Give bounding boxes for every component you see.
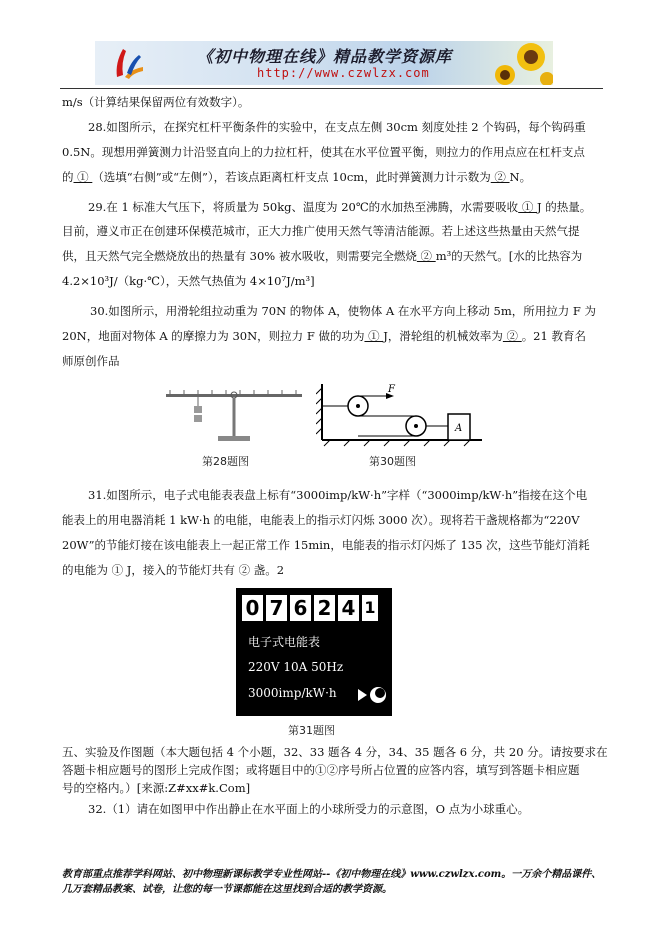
block-label: A (455, 423, 463, 434)
section-5-line1: 五、实验及作图题（本大题包括 4 个小题，32、33 题各 4 分，34、35 题各 6 分，共 20 分。请按要求在 (62, 745, 608, 759)
question-29-line4: 4.2×10³J/（kg·℃），天然气热值为 4×10⁷J/m³] (62, 274, 315, 288)
figure-30-caption: 第30题图 (369, 455, 416, 468)
meter-digit: 6 (290, 595, 311, 621)
question-31-line1: 31.如图所示，电子式电能表表盘上标有“3000imp/kW·h”字样（“3000imp/kW·h”指接在这个电 (88, 488, 588, 502)
figure-31-caption: 第31题图 (288, 724, 335, 737)
header-rule (60, 88, 603, 89)
answer-blank-2: ② (416, 249, 436, 263)
text-fragment: m³的天然气。[水的比热容为 (435, 249, 583, 263)
text-fragment: 。21 教育名 (521, 329, 586, 343)
header-banner (95, 41, 553, 85)
figure-28-caption: 第28题图 (202, 455, 249, 468)
question-31-line3: 20W”的节能灯接在该电能表上一起正常工作 15min，电能表的指示灯闪烁了 135 次，这些节能灯消耗 (62, 538, 590, 552)
text-fragment: 供，且天然气完全燃烧放出的热量有 30% 被水吸收，则需要完全燃烧 (62, 249, 417, 263)
banner-title: 《初中物理在线》精品教学资源库 (197, 47, 453, 66)
meter-digit: 2 (314, 595, 335, 621)
question-31-line2: 能表上的用电器消耗 1 kW·h 的电能，电能表上的指示灯闪烁 3000 次）。现将若干盏规格都为“220V (62, 513, 580, 527)
figure-28-lever (160, 380, 308, 450)
meter-constant: 3000imp/kW·h (248, 686, 337, 700)
question-30-line1: 30.如图所示，用滑轮组拉动重为 70N 的物体 A，使物体 A 在水平方向上移动 5m，所用拉力 F 为 (90, 304, 597, 318)
meter-name: 电子式电能表 (248, 635, 321, 649)
meter-digit: 4 (338, 595, 359, 621)
text-fragment: （选填“右侧”或“左侧”），若该点距离杠杆支点 10cm，此时弹簧测力计示数为 (92, 170, 491, 184)
text-fragment: 的 (62, 170, 74, 184)
question-28-line3 (62, 169, 531, 185)
question-28-line2: 0.5N。现想用弹簧测力计沿竖直向上的力拉杠杆，使其在水平位置平衡，则拉力的作用点应在杠杆支点 (62, 145, 585, 159)
section-5-line3: 号的空格内。）[来源:Z#xx#k.Com] (62, 781, 251, 795)
text-fragment: J，滑轮组的机械效率为 (383, 329, 503, 343)
text-line: m/s（计算结果保留两位有效数字）。 (62, 95, 250, 109)
text-fragment: 29.在 1 标准大气压下，将质量为 50kg、温度为 20℃的水加热至沸腾，水需要吸收 (88, 200, 519, 214)
question-31-line4: 的电能为 ① J，接入的节能灯共有 ② 盏。2 (62, 563, 285, 577)
meter-rating: 220V 10A 50Hz (248, 660, 344, 674)
answer-blank-2: ② (502, 329, 522, 343)
question-32-line1: 32.（1）请在如图甲中作出静止在水平面上的小球所受力的示意图，O 点为小球重心。 (88, 802, 530, 816)
answer-blank-1: ① (73, 170, 93, 184)
question-30-line3: 师原创作品 (62, 354, 120, 368)
figure-31-energy-meter (236, 588, 392, 716)
question-30-line2 (62, 328, 586, 344)
force-label: F (388, 384, 395, 395)
question-28-line1: 28.如图所示，在探究杠杆平衡条件的实验中，在支点左侧 30cm 刻度处挂 2 个钩码，每个钩码重 (88, 120, 586, 134)
answer-blank-1: ① (518, 200, 537, 214)
question-29-line2: 目前，遵义市正在创建环保模范城市，正大力推广使用天然气等清洁能源。若上述这些热量由天然气提 (62, 224, 580, 238)
question-29-line3 (62, 248, 582, 264)
footer-line1: 教育部重点推荐学科网站、初中物理新课标教学专业性网站--《初中物理在线》www.czwlzx.com。一万余个精品课件、 (62, 869, 602, 880)
answer-blank-1: ① (364, 329, 384, 343)
site-logo-icon (109, 43, 149, 83)
section-5-line2: 答题卡相应题号的图形上完成作图；或将题目中的①②序号所占位置的应答内容，填写到答题卡相应题 (62, 763, 580, 777)
indicator-light-icon (358, 686, 388, 704)
text-fragment: N。 (509, 170, 532, 184)
answer-blank-2: ② (490, 170, 510, 184)
meter-digit: 7 (266, 595, 287, 621)
footer-line2: 几万套精品教案、试卷，让您的每一节课都能在这里找到合适的教学资源。 (62, 884, 392, 895)
text-fragment: J 的热量。 (537, 200, 592, 214)
figure-30-pulley (316, 378, 486, 452)
banner-url[interactable]: http://www.czwlzx.com (257, 66, 430, 80)
meter-digit: 0 (242, 595, 263, 621)
text-fragment: 20N，地面对物体 A 的摩擦力为 30N，则拉力 F 做的功为 (62, 329, 365, 343)
question-29-line1 (88, 199, 591, 215)
meter-counter (242, 595, 378, 621)
sunflower-icon (493, 41, 553, 85)
meter-digit-rolling: 1 (362, 595, 378, 621)
